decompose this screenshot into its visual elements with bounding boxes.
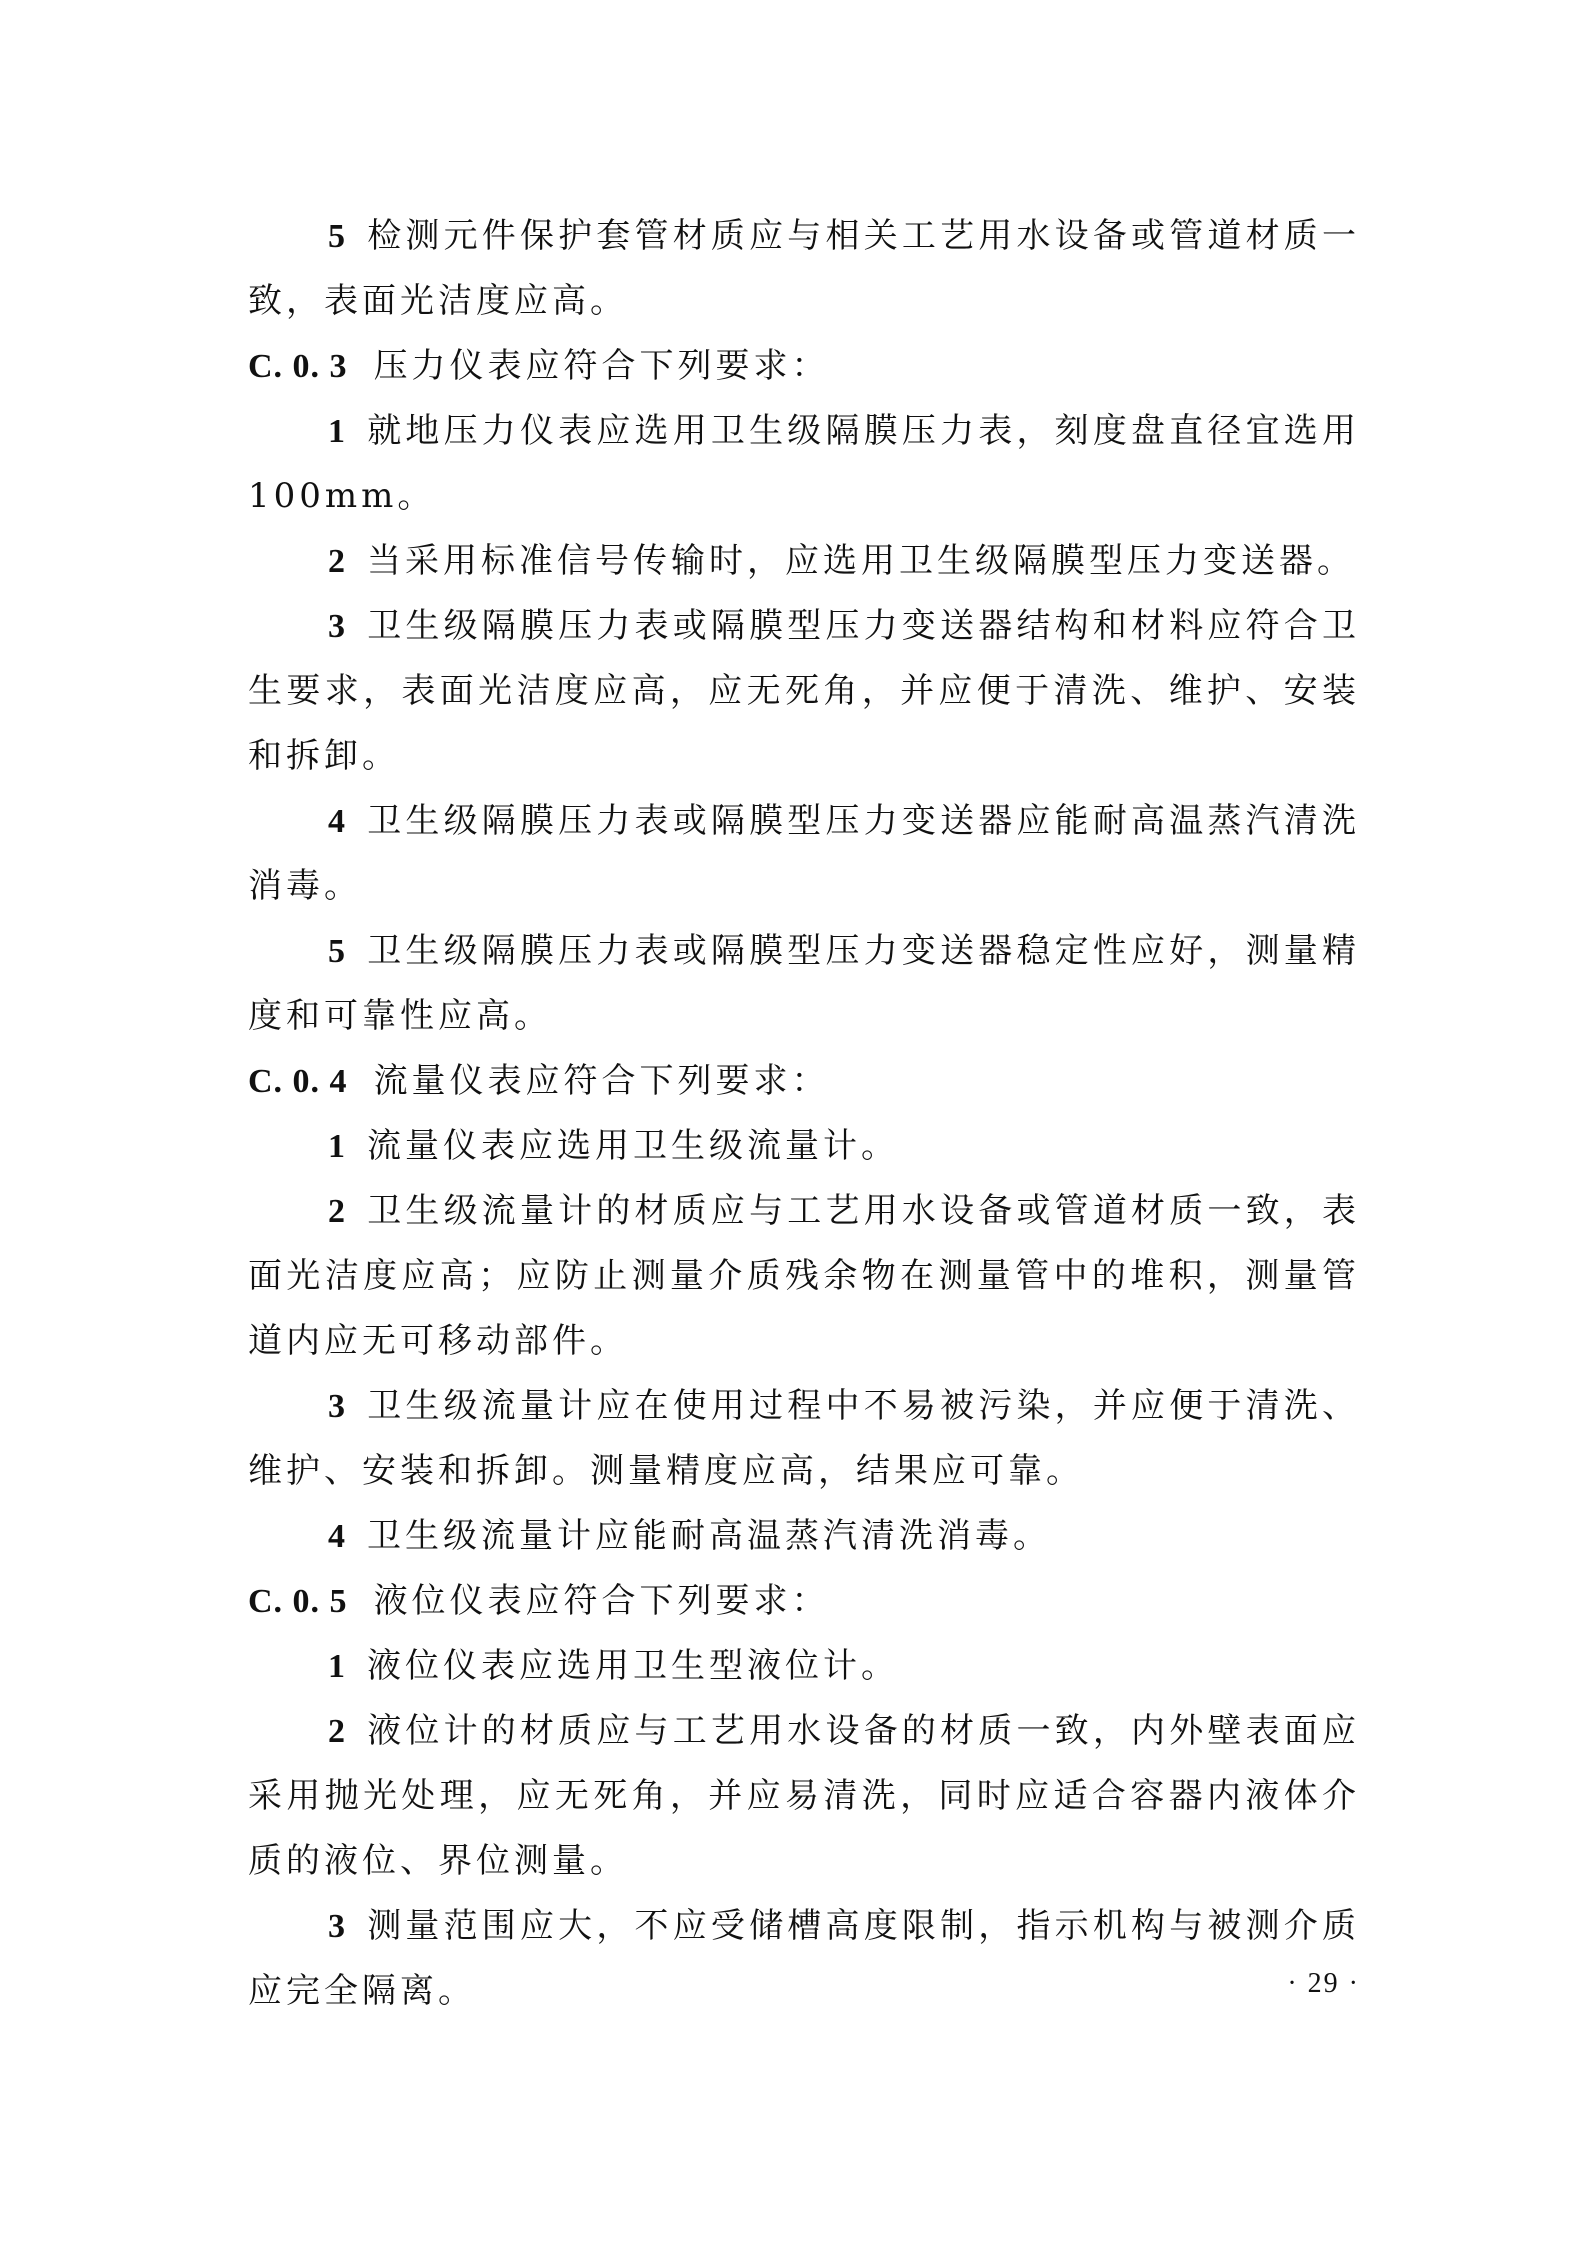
item-text: 卫生级隔膜压力表或隔膜型压力变送器稳定性应好，测量精度和可靠性应高。 — [248, 931, 1360, 1036]
item-number: 4 — [328, 803, 345, 840]
item-number: 3 — [328, 1908, 345, 1945]
list-item — [248, 1179, 1360, 1374]
item-text: 液位仪表应选用卫生型液位计。 — [367, 1646, 899, 1686]
item-number: 1 — [328, 413, 345, 450]
clause-text: 流量仪表应符合下列要求： — [373, 1061, 830, 1101]
item-text: 卫生级流量计应在使用过程中不易被污染，并应便于清洗、维护、安装和拆卸。测量精度应高，结果应可靠。 — [248, 1386, 1360, 1491]
item-text: 卫生级流量计的材质应与工艺用水设备或管道材质一致，表面光洁度应高；应防止测量介质残余物在测量管中的堆积，测量管道内应无可移动部件。 — [248, 1191, 1360, 1361]
item-number: 2 — [328, 1193, 345, 1230]
page-number: · 29 · — [1287, 1968, 1360, 1999]
item-number: 1 — [328, 1648, 345, 1685]
clause-heading — [248, 1569, 1360, 1634]
item-text: 卫生级隔膜压力表或隔膜型压力变送器应能耐高温蒸汽清洗消毒。 — [248, 801, 1360, 906]
list-item — [248, 399, 1360, 529]
list-item — [248, 594, 1360, 789]
list-item — [248, 919, 1360, 1049]
document-body — [248, 204, 1360, 2024]
item-number: 5 — [328, 218, 345, 255]
item-text: 就地压力仪表应选用卫生级隔膜压力表，刻度盘直径宜选用 100mm。 — [248, 411, 1360, 516]
list-item — [248, 529, 1360, 594]
list-item — [248, 1634, 1360, 1699]
item-text: 液位计的材质应与工艺用水设备的材质一致，内外壁表面应采用抛光处理，应无死角，并应易清洗，同时应适合容器内液体介质的液位、界位测量。 — [248, 1711, 1360, 1881]
clause-text: 压力仪表应符合下列要求： — [373, 346, 830, 386]
item-number: 3 — [328, 608, 345, 645]
item-number: 1 — [328, 1128, 345, 1165]
list-item — [248, 1894, 1360, 2024]
list-item — [248, 789, 1360, 919]
list-item — [248, 1699, 1360, 1894]
item-number: 4 — [328, 1518, 345, 1555]
list-item — [248, 204, 1360, 334]
item-text: 检测元件保护套管材质应与相关工艺用水设备或管道材质一致，表面光洁度应高。 — [248, 216, 1360, 321]
clause-heading — [248, 334, 1360, 399]
clause-number: C. 0. 4 — [248, 1063, 348, 1100]
item-number: 5 — [328, 933, 345, 970]
item-number: 2 — [328, 543, 345, 580]
clause-heading — [248, 1049, 1360, 1114]
item-text: 当采用标准信号传输时，应选用卫生级隔膜型压力变送器。 — [367, 541, 1355, 581]
item-text: 卫生级流量计应能耐高温蒸汽清洗消毒。 — [367, 1516, 1051, 1556]
item-text: 流量仪表应选用卫生级流量计。 — [367, 1126, 899, 1166]
list-item — [248, 1374, 1360, 1504]
item-text: 测量范围应大，不应受储槽高度限制，指示机构与被测介质应完全隔离。 — [248, 1906, 1360, 2011]
item-text: 卫生级隔膜压力表或隔膜型压力变送器结构和材料应符合卫生要求，表面光洁度应高，应无死角，并应便于清洗、维护、安装和拆卸。 — [248, 606, 1360, 776]
clause-text: 液位仪表应符合下列要求： — [373, 1581, 830, 1621]
list-item — [248, 1114, 1360, 1179]
clause-number: C. 0. 5 — [248, 1583, 348, 1620]
item-number: 2 — [328, 1713, 345, 1750]
clause-number: C. 0. 3 — [248, 348, 348, 385]
item-number: 3 — [328, 1388, 345, 1425]
list-item — [248, 1504, 1360, 1569]
